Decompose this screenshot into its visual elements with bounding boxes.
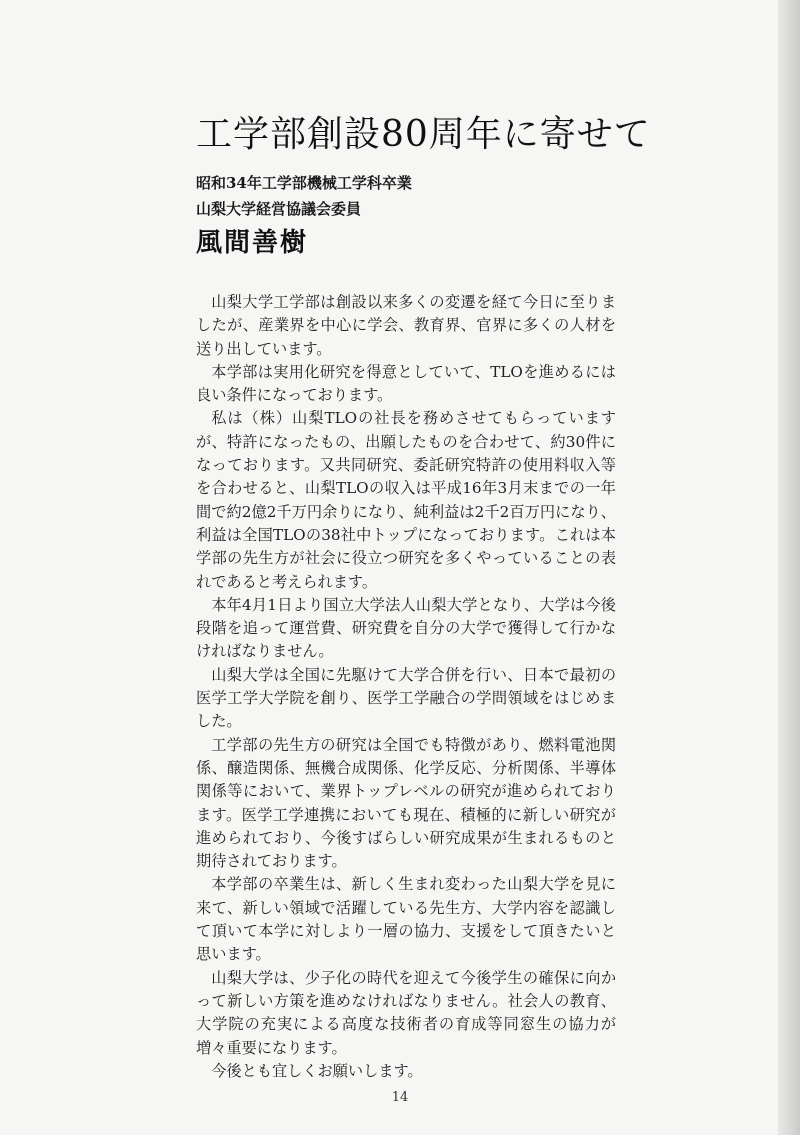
paragraph: 山梨大学は全国に先駆けて大学合併を行い、日本で最初の医学工学大学院を創り、医学工学融合の学問領域をはじめました。 bbox=[196, 665, 616, 731]
paragraph: 今後とも宜しくお願いします。 bbox=[211, 1061, 423, 1080]
article-body bbox=[196, 291, 616, 1083]
author-name: 風間善樹 bbox=[196, 228, 309, 258]
paragraph: 本学部は実用化研究を得意としていて、TLOを進めるには良い条件になっております。 bbox=[196, 362, 616, 405]
paragraph: 本学部の卒業生は、新しく生まれ変わった山梨大学を見に来て、新しい領域で活躍している先生方、大学内容を認識して頂いて本学に対しより一層の協力、支援をして頂きたいと思います。 bbox=[196, 875, 616, 964]
page-number: 14 bbox=[391, 1090, 409, 1105]
article-title: 工学部創設80周年に寄せて bbox=[196, 114, 651, 155]
paragraph: 山梨大学工学部は創設以来多くの変遷を経て今日に至りましたが、産業界を中心に学会、教育界、官界に多くの人材を送り出しています。 bbox=[196, 293, 616, 358]
page-edge-shadow bbox=[778, 0, 800, 1135]
paragraph: 山梨大学は、少子化の時代を迎えて今後学生の確保に向かって新しい方策を進めなければなりません。社会人の教育、大学院の充実による高度な技術者の育成等同窓生の協力が増々重要になります。 bbox=[196, 968, 616, 1057]
paragraph: 本年4月1日より国立大学法人山梨大学となり、大学は今後段階を追って運営費、研究費を自分の大学で獲得して行かなければなりません。 bbox=[196, 595, 616, 661]
author-graduation: 昭和34年工学部機械工学科卒業 bbox=[196, 174, 412, 192]
paragraph: 私は（株）山梨TLOの社長を務めさせてもらっていますが、特許になったもの、出願したものを合わせて、約30件になっております。又共同研究、委託研究特許の使用料収入等を合わせると、山梨TLOの収入は平成16年3月末までの一年間で約2億2千万円余りになり、純利益は2千2百万円になり、利益は全国TLOの38社中トップになっております。これは本学部の先生方が社会に役立つ研究を多くやっていることの表れであると考えられます。 bbox=[196, 409, 616, 591]
paragraph: 工学部の先生方の研究は全国でも特徴があり、燃料電池関係、醸造関係、無機合成関係、化学反応、分析関係、半導体関係等において、業界トップレベルの研究が進められております。医学工学連携においても現在、積極的に新しい研究が進められており、今後すばらしい研究成果が生まれるものと期待されております。 bbox=[196, 735, 616, 871]
author-position: 山梨大学経営協議会委員 bbox=[196, 200, 362, 218]
